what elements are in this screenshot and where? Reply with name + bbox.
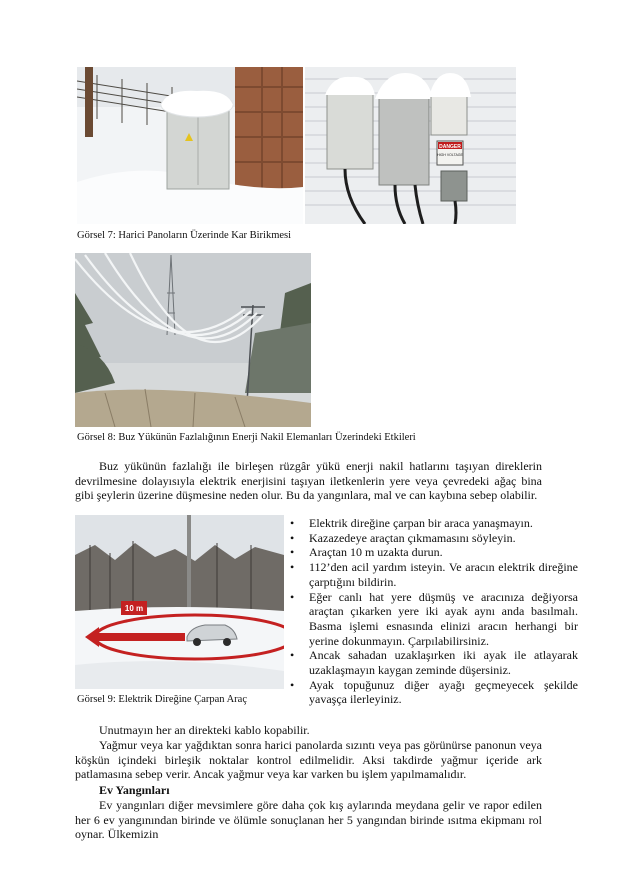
list-item: • Ancak sahadan uzaklaşırken iki ayak ile atlayarak uzaklaşmayın kaygan zeminde düşersiniz. bbox=[290, 648, 578, 677]
figure8-photo bbox=[75, 253, 311, 427]
list-item: • Kazazedeye araçtan çıkmamasını söyleyin. bbox=[290, 531, 578, 546]
list-item: • Elektrik direğine çarpan bir araca yanaşmayın. bbox=[290, 516, 578, 531]
list-item: • Ayak topuğunuz diğer ayağı geçmeyecek şekilde yavaşça ilerleyiniz. bbox=[290, 678, 578, 707]
paragraph-ev-yanginlari: Ev yangınları diğer mevsimlere göre daha çok kış aylarında meydana gelir ve rapor edilen her 6 ev yangınından birinde ve ölümle sonuçlanan her 5 yangından birinde ısıtma ekipmanı rol oynar. Ülkemizin bbox=[75, 798, 542, 842]
heading-ev-yanginlari: Ev Yangınları bbox=[99, 783, 170, 797]
figure7-caption: Görsel 7: Harici Panoların Üzerinde Kar Birikmesi bbox=[77, 230, 292, 241]
figure9-caption: Görsel 9: Elektrik Direğine Çarpan Araç bbox=[77, 694, 247, 705]
list-item: • 112’den acil yardım isteyin. Ve aracın elektrik direğine çarptığını bildirin. bbox=[290, 560, 578, 589]
paragraph-buz-yuku: Buz yükünün fazlalığı ile birleşen rüzgâr yükü enerji nakil hatlarını taşıyan direklerin devrilmesine dolayısıyla elektrik enerjisini taşıyan iletkenlerin yere veya çevredeki ağaç bina gibi şeylerin üzerine düşmesine neden olur. Bu da yangınlara, mal ve can kaybına sebep olabilir. bbox=[75, 459, 542, 503]
list-item: • Araçtan 10 m uzakta durun. bbox=[290, 545, 578, 560]
figure7-photo-right bbox=[305, 67, 516, 224]
figure8-caption: Görsel 8: Buz Yükünün Fazlalığının Enerji Nakil Elemanları Üzerindeki Etkileri bbox=[77, 432, 416, 443]
paragraph-harici-pano: Yağmur veya kar yağdıktan sonra harici panolarda sızıntı veya pas görünürse panonun veya köşkün içindeki birleşik noktalar kontrol edilmelidir. Aksi takdirde yağmur içeride ark patlamasına sebep verir. Ancak yağmur veya kar varken bu işlem yapılmamalıdır. bbox=[75, 738, 542, 782]
danger-sign-text: DANGER bbox=[439, 144, 461, 150]
list-item: • Eğer canlı hat yere düşmüş ve aracınıza değiyorsa araçtan çıkarken yere iki ayak aynı anda basılmalı. Basma işlemi esnasında elinizi aracın herhangi bir yerine dokunmayın. Çarpılabilirsiniz. bbox=[290, 590, 578, 649]
danger-sign-subtext: HIGH VOLTAGE bbox=[437, 153, 463, 157]
distance-label: 10 m bbox=[124, 604, 144, 613]
figure7-photo-left bbox=[77, 67, 303, 224]
line-unutmayin: Unutmayın her an direkteki kablo kopabilir. bbox=[99, 723, 310, 737]
safety-bullet-list bbox=[290, 516, 578, 707]
figure9-photo bbox=[75, 515, 284, 689]
